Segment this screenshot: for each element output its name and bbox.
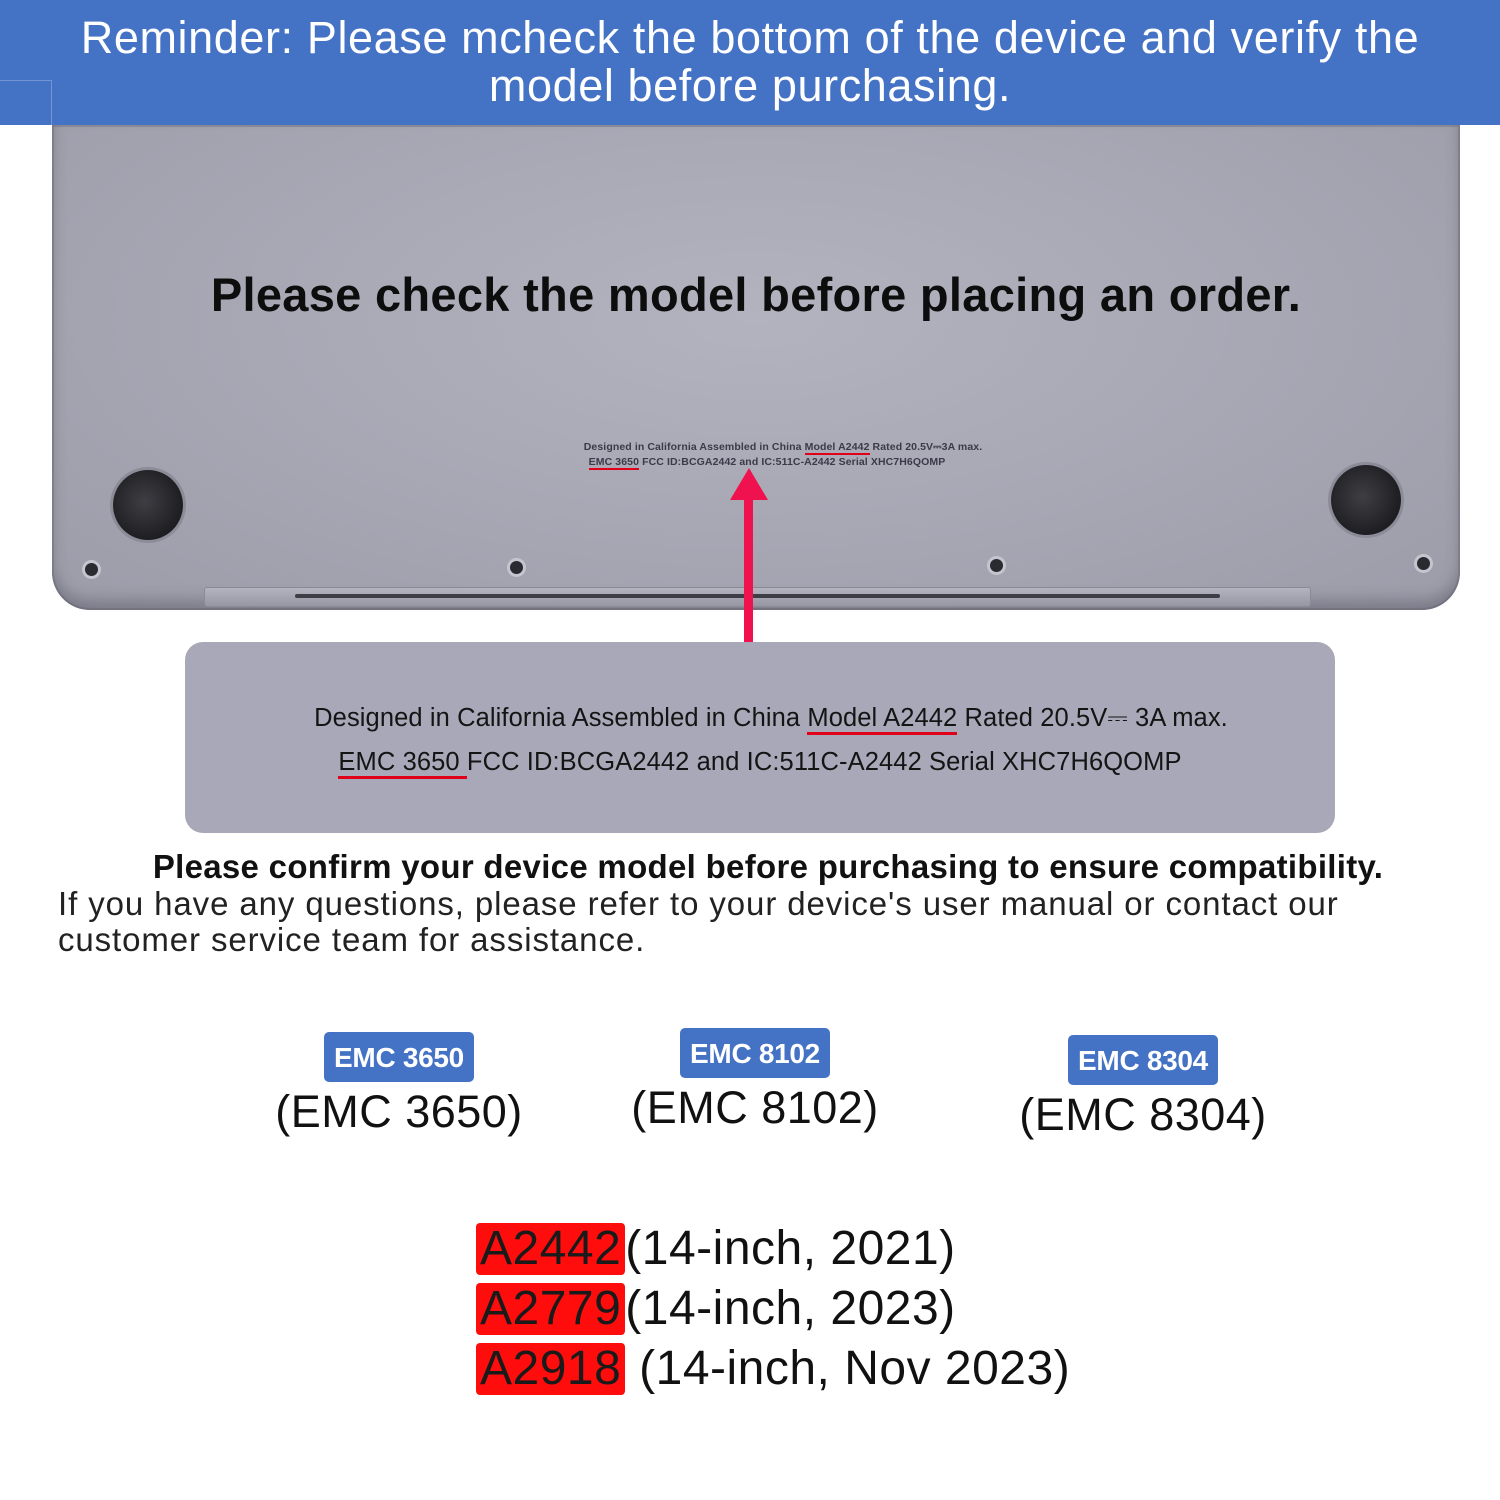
hinge-strip [204, 587, 1311, 607]
zoom-label-model: Model A2442 [807, 704, 957, 735]
emc-badge: EMC 3650 [324, 1032, 474, 1082]
emc-caption: (EMC 8102) [631, 1082, 879, 1133]
case-label-fcc: FCC ID:BCGA2442 and IC:511C-A2442 Serial XHC7H6QOMP [639, 456, 946, 468]
model-description: (14-inch, 2023) [625, 1282, 956, 1335]
case-label-text: Designed in California Assembled in China [583, 441, 805, 453]
arrow-shaft [744, 496, 753, 643]
zoom-label-line-2 [185, 748, 1335, 777]
zoom-label-line-1 [185, 704, 1335, 734]
zoom-label-text: Designed in California Assembled in China [314, 704, 808, 732]
screw-icon [510, 561, 523, 574]
label-zoom-panel [185, 642, 1335, 833]
model-code-badge: A2442 [476, 1223, 625, 1275]
case-label-model: Model A2442 [804, 441, 870, 453]
banner-corner-decoration [0, 80, 52, 125]
confirm-model-note: Please confirm your device model before purchasing to ensure compatibility. [152, 848, 1384, 885]
model-row [476, 1221, 956, 1276]
reminder-banner [0, 0, 1500, 125]
emc-group [993, 1035, 1293, 1141]
reminder-line-2: model before purchasing. [488, 60, 1012, 111]
screw-icon [990, 559, 1003, 572]
zoom-label-rating: Rated 20.5V⎓ 3A max. [957, 704, 1228, 732]
emc-badge: EMC 8304 [1068, 1035, 1218, 1085]
emc-group [605, 1028, 905, 1134]
rubber-foot-left-icon [113, 470, 183, 540]
model-description: (14-inch, 2021) [625, 1222, 956, 1275]
emc-badge: EMC 8102 [680, 1028, 830, 1078]
emc-caption: (EMC 3650) [275, 1086, 523, 1137]
laptop-bottom-case [52, 125, 1460, 610]
zoom-label-fcc: FCC ID:BCGA2442 and IC:511C-A2442 Serial XHC7H6QOMP [466, 748, 1182, 776]
rubber-foot-right-icon [1331, 465, 1401, 535]
model-row [476, 1281, 956, 1336]
case-label-line-2 [52, 456, 1460, 468]
check-model-heading: Please check the model before placing an order. [210, 268, 1302, 321]
model-code-badge: A2779 [476, 1283, 625, 1335]
case-label-emc: EMC 3650 [588, 456, 640, 468]
model-row [476, 1341, 1070, 1396]
questions-note: If you have any questions, please refer to your device's user manual or contact our customer service team for assistance. [58, 885, 1339, 958]
hinge-slot [295, 594, 1220, 598]
zoom-label-emc: EMC 3650 [338, 748, 466, 779]
screw-icon [85, 563, 98, 576]
model-description: (14-inch, Nov 2023) [625, 1342, 1071, 1395]
screw-icon [1417, 557, 1430, 570]
emc-caption: (EMC 8304) [1019, 1089, 1267, 1140]
emc-group [249, 1032, 549, 1138]
case-label-rating: Rated 20.5V⎓3A max. [869, 441, 983, 453]
reminder-line-1: Reminder: Please mcheck the bottom of the device and verify the [80, 12, 1420, 63]
case-label-line-1 [52, 441, 1460, 454]
model-code-badge: A2918 [476, 1343, 625, 1395]
